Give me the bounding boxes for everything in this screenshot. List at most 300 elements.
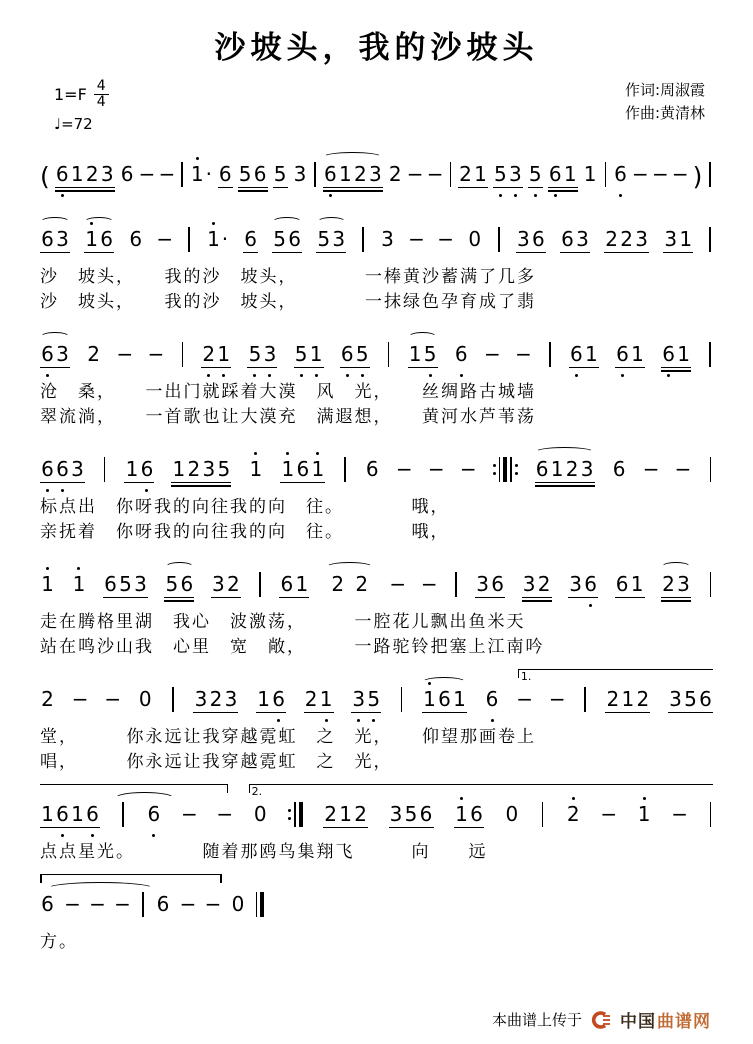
beam-underlines — [40, 366, 70, 373]
note-group — [218, 156, 233, 199]
final-barline — [256, 892, 265, 917]
low-octave-dots — [388, 193, 403, 199]
lyric-line: 亲抚着 你呀我的向往我的向 往。 哦， — [40, 521, 450, 541]
low-octave-dots — [673, 193, 688, 199]
octave-dot — [372, 719, 375, 722]
beam-underlines — [633, 186, 648, 193]
low-octave-dots — [171, 488, 231, 494]
low-octave-dots — [560, 258, 590, 264]
barline — [709, 162, 711, 187]
note-group — [90, 886, 105, 929]
low-octave-dots — [65, 923, 80, 929]
beam-underlines — [672, 826, 687, 833]
note-group — [243, 221, 258, 264]
note-group — [148, 336, 163, 379]
low-octave-dots — [90, 923, 105, 929]
volta-bracket — [518, 669, 713, 683]
notes-row — [40, 681, 713, 724]
note-group — [124, 451, 154, 494]
octave-dot — [460, 374, 463, 377]
note-digits: 1 2 3 5 — [172, 456, 231, 481]
low-octave-dots — [428, 193, 443, 199]
octave-dot — [619, 194, 622, 197]
barline — [401, 687, 403, 712]
beam-underlines — [272, 251, 302, 258]
note-group — [159, 156, 174, 199]
note-group — [429, 451, 444, 494]
note-digits: 5 1 — [294, 341, 323, 366]
octave-dot — [46, 489, 49, 492]
octave-dot — [77, 567, 80, 570]
note-digits: 3 2 — [212, 571, 240, 596]
beam-underlines — [388, 186, 403, 193]
notes-row — [40, 566, 713, 609]
low-octave-dots — [193, 718, 238, 724]
barline — [259, 572, 261, 597]
octave-dot — [91, 834, 94, 837]
note-group — [550, 681, 565, 724]
note-group — [40, 796, 100, 839]
note-group — [653, 156, 668, 199]
note-digits: 6 3 — [41, 341, 69, 366]
note-digits: − — [180, 801, 198, 826]
note-group — [273, 156, 288, 199]
note-digits: 6 — [485, 686, 499, 711]
note-group — [140, 156, 155, 199]
low-octave-dots — [612, 488, 627, 494]
beam-underlines — [409, 251, 424, 258]
time-signature-denominator: 4 — [96, 94, 106, 111]
beam-underlines — [243, 251, 258, 258]
note-group — [351, 681, 381, 724]
low-octave-dots — [668, 718, 713, 724]
low-octave-dots — [493, 193, 523, 199]
note-digits: − — [426, 161, 444, 186]
octave-dot — [346, 374, 349, 377]
barline — [709, 227, 711, 252]
note-digits: − — [420, 571, 438, 596]
note-digits: − — [158, 161, 176, 186]
note-group — [365, 451, 380, 494]
note-digits: 3 — [381, 226, 394, 251]
note-group — [280, 451, 325, 494]
beam-underlines — [408, 186, 423, 193]
repeat-barline — [299, 802, 303, 827]
octave-dot — [300, 374, 303, 377]
note-group — [388, 156, 403, 199]
note-group — [206, 221, 229, 264]
low-octave-dots — [273, 193, 288, 199]
note-group — [604, 221, 649, 264]
note-digits: − — [484, 341, 501, 366]
octave-dot — [288, 809, 291, 812]
low-octave-dots — [128, 258, 143, 264]
note-digits: 1 5 — [408, 341, 437, 366]
barline — [584, 687, 586, 712]
beam-underlines — [583, 186, 598, 193]
note-group — [422, 681, 467, 724]
beam-underlines — [323, 186, 383, 193]
low-octave-dots — [644, 488, 659, 494]
octave-dot — [460, 797, 463, 800]
note-group — [485, 336, 500, 379]
beam-underlines — [613, 186, 628, 193]
note-digits: 6 — [120, 161, 134, 186]
note-digits: 2 3 — [662, 571, 690, 596]
low-octave-dots — [164, 603, 194, 609]
note-digits: 1 — [72, 571, 86, 596]
note-digits: 1 6 — [455, 801, 483, 826]
low-octave-dots — [676, 488, 691, 494]
note-group — [673, 156, 688, 199]
octave-dot — [277, 719, 280, 722]
low-octave-dots — [248, 488, 263, 494]
beam-underlines — [467, 251, 482, 258]
volta-bracket — [40, 874, 222, 883]
note-group — [454, 336, 469, 379]
low-octave-dots — [211, 603, 241, 609]
beam-underlines — [105, 711, 120, 718]
beam-underlines — [148, 366, 163, 373]
note-group — [522, 566, 552, 609]
site-name-dark: 中国 — [620, 1012, 656, 1032]
low-octave-dots — [615, 373, 645, 379]
note-digits: 0 — [505, 801, 519, 826]
lyric-line: 沧 桑， 一出门就踩着大漠 风 光， 丝绸路古城墙 — [40, 381, 536, 401]
low-octave-dots — [397, 488, 412, 494]
low-octave-dots — [351, 718, 381, 724]
note-group — [605, 681, 650, 724]
octave-dot — [329, 194, 332, 197]
note-digits: 1 · — [207, 226, 229, 251]
note-group — [323, 796, 368, 839]
note-group — [128, 221, 143, 264]
octave-dot — [316, 452, 319, 455]
repeat-barline — [256, 892, 258, 917]
note-group — [316, 221, 346, 264]
low-octave-dots — [380, 258, 395, 264]
note-digits: 0 — [138, 686, 152, 711]
low-octave-dots — [253, 833, 268, 839]
beam-underlines — [73, 711, 88, 718]
beam-underlines — [128, 251, 143, 258]
note-group — [560, 221, 590, 264]
note-group — [438, 221, 453, 264]
note-group — [105, 681, 120, 724]
octave-dot — [325, 719, 328, 722]
note-digits: − — [156, 226, 174, 251]
octave-dot — [61, 834, 64, 837]
beam-underlines — [120, 186, 135, 193]
beam-underlines — [55, 186, 115, 193]
note-digits: 2 1 — [304, 686, 333, 711]
note-digits: − — [138, 161, 156, 186]
note-digits: 6 1 — [280, 571, 309, 596]
volta-tick — [249, 785, 251, 793]
low-octave-dots — [280, 488, 325, 494]
low-octave-dots — [613, 193, 628, 199]
note-digits: 0 — [468, 226, 482, 251]
low-octave-dots — [181, 923, 196, 929]
lyric-line: 走在腾格里湖 我心 波激荡， 一腔花儿飘出鱼米天 — [40, 611, 526, 631]
note-group — [40, 451, 85, 494]
beam-underlines — [493, 186, 523, 193]
beam-underlines — [124, 481, 154, 488]
note-digits: 1 6 — [85, 226, 113, 251]
low-octave-dots — [146, 833, 161, 839]
beam-underlines — [548, 186, 578, 193]
note-group — [40, 886, 55, 929]
note-digits: 1 — [249, 456, 263, 481]
octave-dot — [288, 817, 291, 820]
note-group — [672, 796, 687, 839]
note-digits: 3 2 — [522, 571, 551, 596]
note-digits: 3 5 6 — [389, 801, 433, 826]
note-group — [583, 156, 598, 199]
note-digits: 1 6 — [257, 686, 285, 711]
low-octave-dots — [485, 718, 500, 724]
beam-underlines — [661, 366, 691, 373]
volta-number: 1. — [520, 669, 532, 683]
beam-underlines — [569, 366, 599, 373]
repeat-barline — [294, 802, 296, 827]
note-digits: 3 6 — [569, 571, 597, 596]
low-octave-dots — [115, 923, 130, 929]
note-group — [408, 156, 423, 199]
low-octave-dots — [504, 833, 519, 839]
note-group — [428, 156, 443, 199]
low-octave-dots — [528, 193, 543, 199]
note-digits: − — [515, 341, 532, 366]
note-digits: 5 — [528, 161, 542, 186]
low-octave-dots — [157, 258, 172, 264]
beam-underlines — [389, 826, 434, 833]
note-digits: 1 · — [190, 161, 212, 186]
music-system — [40, 208, 713, 314]
octave-dot — [361, 374, 364, 377]
lyric-line: 方。 — [40, 931, 78, 951]
note-digits: − — [674, 456, 692, 481]
note-digits: 5 3 — [493, 161, 522, 186]
beam-underlines — [40, 916, 55, 923]
note-digits: 6 5 3 — [104, 571, 147, 596]
note-digits: 6 — [454, 341, 468, 366]
low-octave-dots — [408, 193, 423, 199]
low-octave-dots — [326, 603, 374, 609]
low-octave-dots — [103, 603, 148, 609]
tie-arc — [422, 677, 466, 687]
low-octave-dots — [40, 373, 70, 379]
beam-underlines — [504, 826, 519, 833]
notes-row — [40, 156, 713, 199]
music-system — [40, 143, 713, 199]
octave-dot — [46, 567, 49, 570]
note-digits: 6 — [614, 161, 627, 186]
note-group — [661, 566, 691, 609]
low-octave-dots — [156, 923, 171, 929]
note-digits: 1 — [41, 571, 54, 596]
music-site-logo-icon — [591, 1011, 611, 1029]
low-octave-dots — [653, 193, 668, 199]
barline — [172, 687, 174, 712]
note-group — [253, 796, 268, 839]
beam-underlines — [231, 916, 246, 923]
note-group — [206, 886, 221, 929]
beam-underlines — [644, 481, 659, 488]
notes-row — [40, 221, 713, 264]
note-digits: 6 3 — [561, 226, 589, 251]
low-octave-dots — [458, 193, 488, 199]
volta-tick — [518, 670, 520, 678]
note-group — [71, 566, 86, 609]
note-digits: 6 — [41, 891, 54, 916]
low-octave-dots — [390, 603, 405, 609]
lyric-line: 站在鸣沙山我 心里 宽 敞， 一路驼铃把塞上江南吟 — [40, 636, 545, 656]
low-octave-dots — [535, 488, 595, 494]
beam-underlines — [661, 596, 691, 603]
octave-dot — [621, 374, 624, 377]
low-octave-dots — [566, 833, 581, 839]
note-group — [340, 336, 370, 379]
beam-underlines — [316, 251, 346, 258]
beam-underlines — [408, 366, 438, 373]
note-group — [615, 336, 645, 379]
note-digits: 6 1 — [615, 571, 644, 596]
beam-underlines — [294, 366, 324, 373]
low-octave-dots — [182, 833, 197, 839]
note-group — [568, 566, 598, 609]
note-digits: 6 — [612, 456, 626, 481]
tempo-marking: ♩=72 — [54, 114, 93, 133]
note-group — [40, 566, 55, 609]
low-octave-dots — [522, 603, 552, 609]
low-octave-dots — [672, 833, 687, 839]
note-group — [408, 336, 438, 379]
note-digits: − — [671, 161, 689, 186]
octave-dot — [429, 374, 432, 377]
octave-dot — [152, 834, 155, 837]
beam-underlines — [71, 596, 86, 603]
beam-underlines — [516, 366, 531, 373]
low-octave-dots — [294, 373, 324, 379]
music-system — [40, 553, 713, 659]
low-octave-dots — [429, 488, 444, 494]
octave-dot — [493, 472, 496, 475]
volta-tick — [40, 875, 42, 883]
repeat-barline — [260, 892, 264, 917]
note-group — [504, 796, 519, 839]
beam-underlines — [454, 826, 484, 833]
note-group — [138, 681, 153, 724]
low-octave-dots — [548, 193, 578, 199]
low-octave-dots — [243, 258, 258, 264]
repeat-barline — [503, 457, 507, 482]
note-digits: 6 1 — [662, 341, 691, 366]
note-digits: 6 — [129, 226, 143, 251]
octave-dot — [212, 222, 215, 225]
tie-arc — [272, 217, 301, 227]
beam-underlines — [351, 711, 381, 718]
beam-underlines — [115, 916, 130, 923]
low-octave-dots — [40, 603, 55, 609]
low-octave-dots — [569, 373, 599, 379]
note-group — [566, 796, 581, 839]
octave-dot — [514, 194, 517, 197]
note-group — [458, 156, 488, 199]
tie-arc — [326, 562, 373, 572]
beam-underlines — [86, 366, 101, 373]
note-digits: − — [516, 686, 534, 711]
note-digits: 6 1 — [616, 341, 644, 366]
note-digits: − — [389, 571, 407, 596]
beam-underlines — [653, 186, 668, 193]
low-octave-dots — [409, 258, 424, 264]
beam-underlines — [422, 711, 467, 718]
beam-underlines — [90, 916, 105, 923]
music-system — [40, 323, 713, 429]
barline — [709, 342, 711, 367]
note-group — [182, 796, 197, 839]
barline — [362, 227, 364, 252]
low-octave-dots — [461, 488, 476, 494]
octave-dot — [554, 194, 557, 197]
low-octave-dots — [316, 258, 346, 264]
note-group — [193, 681, 238, 724]
note-group — [120, 156, 135, 199]
note-group — [612, 451, 627, 494]
beam-underlines — [397, 481, 412, 488]
note-digits: − — [204, 891, 222, 916]
note-group — [201, 336, 231, 379]
note-digits: − — [179, 891, 197, 916]
note-group — [613, 156, 628, 199]
note-group — [294, 336, 324, 379]
tie-arc — [408, 332, 437, 342]
beam-underlines — [390, 596, 405, 603]
low-octave-dots — [40, 923, 55, 929]
note-digits: 6 1 — [548, 161, 577, 186]
note-digits: − — [406, 161, 424, 186]
note-digits: 2 — [87, 341, 101, 366]
note-digits: 2 1 — [202, 341, 231, 366]
note-digits: 5 6 — [165, 571, 194, 596]
beam-underlines — [201, 366, 231, 373]
music-systems — [40, 143, 713, 963]
beam-underlines — [663, 251, 693, 258]
octave-dot — [357, 719, 360, 722]
octave-dot — [268, 374, 271, 377]
note-digits: 2 — [41, 686, 54, 711]
lyric-line: 沙 坡头， 我的沙 坡头， 一抹绿色孕育成了翡 — [40, 291, 536, 311]
note-group — [84, 221, 114, 264]
low-octave-dots — [304, 718, 334, 724]
note-group — [304, 681, 334, 724]
beam-underlines — [40, 596, 55, 603]
octave-dot — [493, 464, 496, 467]
note-digits: − — [147, 341, 165, 366]
note-digits: 1 6 — [125, 456, 154, 481]
low-octave-dots — [148, 373, 163, 379]
note-digits: 3 5 6 — [669, 686, 712, 711]
beam-underlines — [605, 711, 650, 718]
beam-underlines — [206, 916, 221, 923]
note-group — [181, 886, 196, 929]
beam-underlines — [668, 711, 713, 718]
barline — [710, 802, 712, 827]
note-group — [40, 221, 70, 264]
beam-underlines — [535, 481, 595, 488]
tie-arc — [165, 562, 194, 572]
